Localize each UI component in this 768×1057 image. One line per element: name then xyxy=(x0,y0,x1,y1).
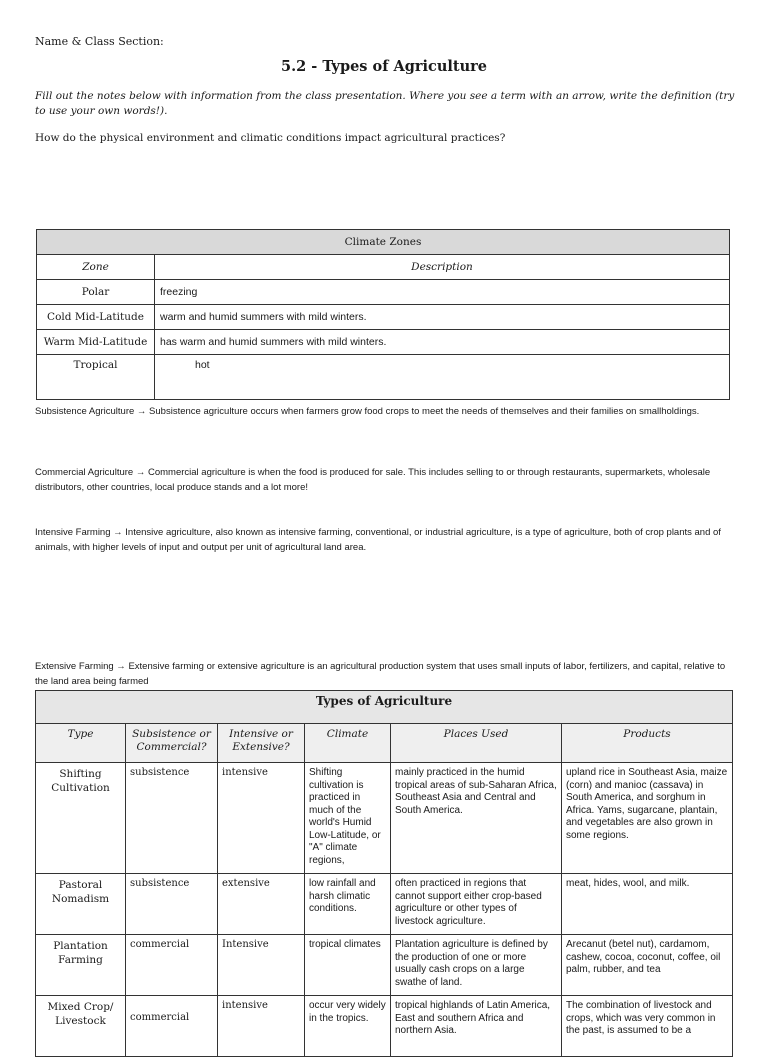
zone-cell: Polar xyxy=(37,280,155,305)
intensive-extensive-column-header: Intensive or Extensive? xyxy=(218,724,305,763)
table-row xyxy=(36,763,733,874)
zone-cell: Cold Mid-Latitude xyxy=(37,305,155,330)
type-column-header: Type xyxy=(36,724,126,763)
page-title: 5.2 - Types of Agriculture xyxy=(280,58,488,75)
description-cell: freezing xyxy=(155,280,730,305)
type-cell: Plantation Farming xyxy=(36,935,126,996)
climate-cell: low rainfall and harsh climatic conditions. xyxy=(305,874,391,935)
description-column-header: Description xyxy=(155,255,730,280)
places-used-column-header: Places Used xyxy=(391,724,562,763)
description-cell: hot xyxy=(155,355,730,400)
table-row xyxy=(36,996,733,1057)
types-table-title: Types of Agriculture xyxy=(36,691,733,724)
description-cell: warm and humid summers with mild winters. xyxy=(155,305,730,330)
zone-cell: Tropical xyxy=(37,355,155,400)
table-row xyxy=(37,280,730,305)
places-used-cell: Plantation agriculture is defined by the production of one or more usually cash crops on a large swathe of land. xyxy=(391,935,562,996)
zone-cell: Warm Mid-Latitude xyxy=(37,330,155,355)
table-row xyxy=(36,935,733,996)
commercial-agriculture-note: Commercial Agriculture → Commercial agriculture is when the food is produced for sale. This includes selling to or through restaurants, supermarkets, wholesale distributors, other countries, local produce stands and a lot more! xyxy=(35,467,711,493)
places-used-cell: mainly practiced in the humid tropical areas of sub-Saharan Africa, Southeast Asia and Central and South America. xyxy=(391,763,562,874)
places-used-cell: often practiced in regions that cannot support either crop-based agriculture or other types of livestock agriculture. xyxy=(391,874,562,935)
products-column-header: Products xyxy=(562,724,733,763)
climate-cell: occur very widely in the tropics. xyxy=(305,996,391,1057)
description-cell: has warm and humid summers with mild winters. xyxy=(155,330,730,355)
types-table-header-row xyxy=(36,724,733,763)
table-row xyxy=(37,305,730,330)
types-of-agriculture-table xyxy=(35,690,733,1057)
intensive-farming-note: Intensive Farming → Intensive agriculture, also known as intensive farming, conventional, or industrial agriculture, is a type of agriculture, both of crop plants and of animals, with higher levels of input and output per unit of agricultural land area. xyxy=(35,527,721,553)
type-cell: Pastoral Nomadism xyxy=(36,874,126,935)
subsistence-commercial-cell: subsistence xyxy=(126,874,218,935)
type-cell: Shifting Cultivation xyxy=(36,763,126,874)
products-cell: The combination of livestock and crops, which was very common in the past, is assumed to be a xyxy=(562,996,733,1057)
table-row xyxy=(37,355,730,400)
climate-table-header-row xyxy=(37,255,730,280)
extensive-farming-note: Extensive Farming → Extensive farming or extensive agriculture is an agricultural production system that uses small inputs of labor, fertilizers, and capital, relative to the land area being farmed xyxy=(35,661,726,687)
subsistence-commercial-cell: subsistence xyxy=(126,763,218,874)
intensive-extensive-cell: intensive xyxy=(218,996,305,1057)
table-row xyxy=(37,330,730,355)
instructions-text: Fill out the notes below with information from the class presentation. Where you see a term with an arrow, write the definition (try to use your own words!). xyxy=(35,90,735,117)
climate-table-title: Climate Zones xyxy=(37,230,730,255)
climate-zones-table xyxy=(36,229,730,400)
products-cell: upland rice in Southeast Asia, maize (corn) and manioc (cassava) in South America, and sorghum in Africa. Yams, sugarcane, plantain, and vegetables are also grown in some regions. xyxy=(562,763,733,874)
zone-column-header: Zone xyxy=(37,255,155,280)
name-class-line: Name & Class Section: xyxy=(35,35,164,48)
subsistence-commercial-column-header: Subsistence or Commercial? xyxy=(126,724,218,763)
products-cell: Arecanut (betel nut), cardamom, cashew, cocoa, coconut, coffee, oil palm, rubber, and tea xyxy=(562,935,733,996)
climate-cell: Shifting cultivation is practiced in much of the world's Humid Low-Latitude, or "A" climate regions, xyxy=(305,763,391,874)
subsistence-agriculture-note: Subsistence Agriculture → Subsistence agriculture occurs when farmers grow food crops to meet the needs of themselves and their families on smallholdings. xyxy=(35,406,700,417)
places-used-cell: tropical highlands of Latin America, East and southern Africa and northern Asia. xyxy=(391,996,562,1057)
intensive-extensive-cell: intensive xyxy=(218,763,305,874)
type-cell: Mixed Crop/ Livestock xyxy=(36,996,126,1057)
products-cell: meat, hides, wool, and milk. xyxy=(562,874,733,935)
climate-cell: tropical climates xyxy=(305,935,391,996)
climate-column-header: Climate xyxy=(305,724,391,763)
intensive-extensive-cell: Intensive xyxy=(218,935,305,996)
subsistence-commercial-cell: commercial xyxy=(126,935,218,996)
intensive-extensive-cell: extensive xyxy=(218,874,305,935)
table-row xyxy=(36,874,733,935)
subsistence-commercial-cell: commercial xyxy=(126,996,218,1057)
types-table-title-row xyxy=(36,691,733,724)
climate-table-title-row xyxy=(37,230,730,255)
question-text: How do the physical environment and climatic conditions impact agricultural practices? xyxy=(35,132,506,144)
